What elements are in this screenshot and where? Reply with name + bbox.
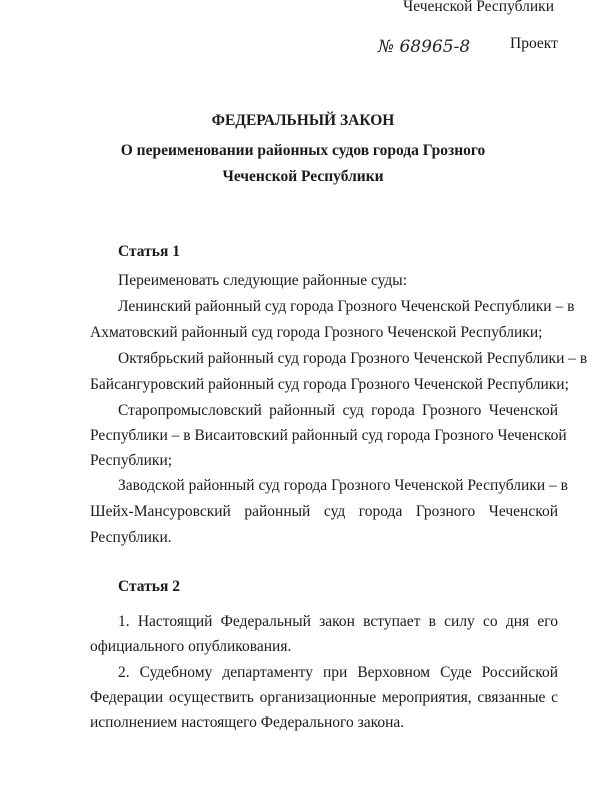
article1-item3-line3: Республики; [90,452,173,469]
article1-heading: Статья 1 [118,243,180,260]
status-label: Проект [510,35,558,52]
article1-item1-line2: Ахматовский районный суд города Грозного Чеченской Республики; [90,324,543,341]
law-subtitle-line2: Чеченской Республики [222,168,384,185]
handwritten-registration-number [376,35,506,57]
article2-item2-line1: 2. Судебному департаменту при Верховном Суде Российской [118,664,558,681]
article1-item1-line1: Ленинский районный суд города Грозного Чеченской Республики – в [118,298,575,315]
article1-item3-line1: Старопромысловский районный суд города Грозного Чеченской [118,402,558,419]
header-republic-line: Чеченской Республики [403,0,554,15]
article1-item3-line2: Республики – в Висаитовский районный суд города Грозного Чеченской [90,427,567,444]
article2-item2-line2: Федерации осуществить организационные мероприятия, связанные с [90,689,558,706]
article2-item1-line2: официального опубликования. [90,638,292,655]
article1-item4-line3: Республики. [90,529,172,546]
article2-item1-line1: 1. Настоящий Федеральный закон вступает в силу со дня его [118,613,558,630]
article1-intro: Переименовать следующие районные суды: [118,272,408,289]
article2-item2-line3: исполнением настоящего Федерального закона. [90,714,405,731]
law-type-title: ФЕДЕРАЛЬНЫЙ ЗАКОН [211,112,395,129]
svg-text:№ 68965-8: № 68965-8 [378,37,471,57]
article2-heading: Статья 2 [118,578,180,595]
article1-item2-line1: Октябрьский районный суд города Грозного Чеченской Республики – в [118,350,588,367]
article1-item4-line1: Заводской районный суд города Грозного Чеченской Республики – в [118,477,568,494]
article1-item2-line2: Байсангуровский районный суд города Грозного Чеченской Республики; [90,376,569,393]
article1-item4-line2: Шейх-Мансуровский районный суд города Грозного Чеченской [90,503,558,520]
law-subtitle-line1: О переименовании районных судов города Грозного [120,142,486,159]
